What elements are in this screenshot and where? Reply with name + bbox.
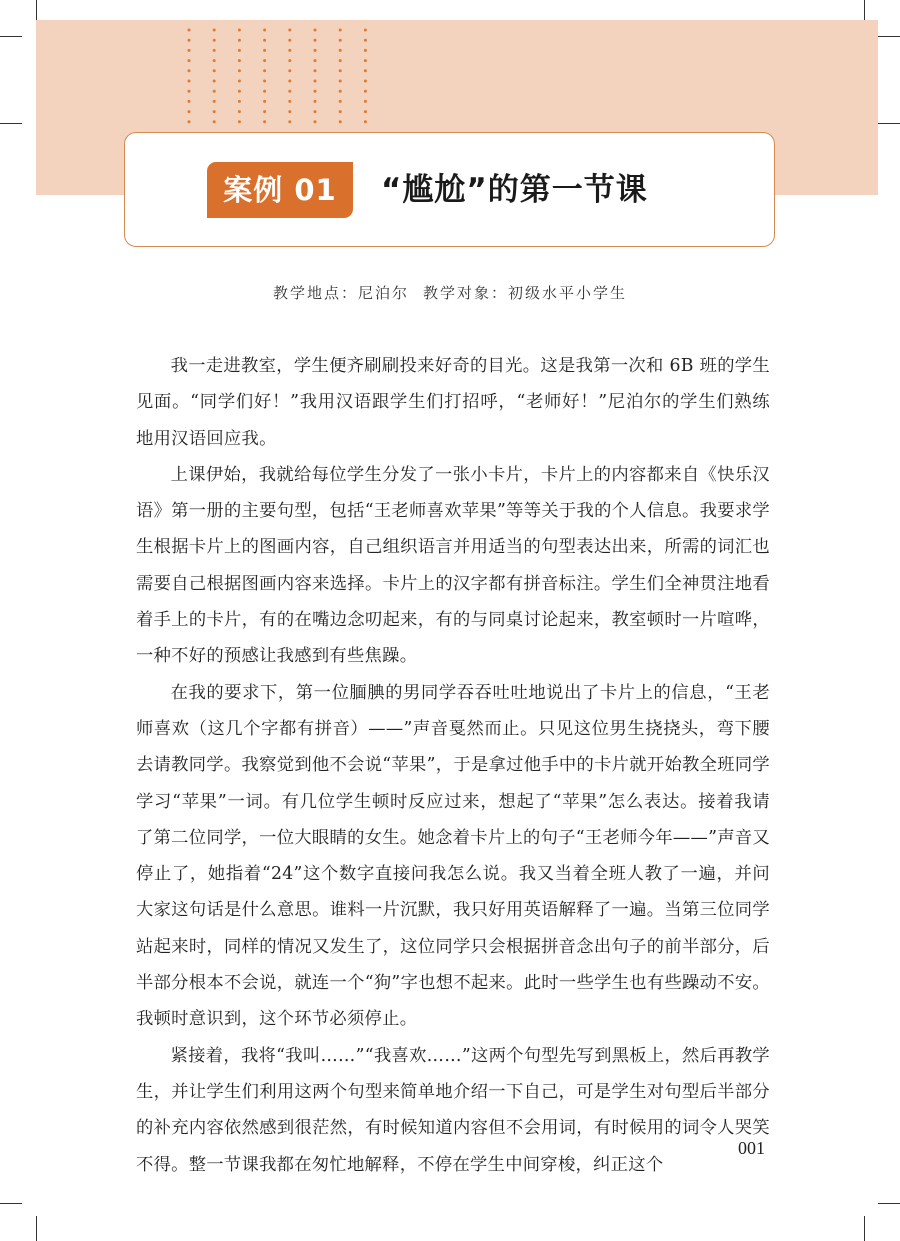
decor-dot — [238, 59, 241, 62]
decor-dot — [238, 90, 241, 93]
decor-dot — [288, 29, 291, 32]
decor-dot — [364, 80, 367, 83]
decor-dot — [314, 120, 317, 123]
decor-dot — [188, 49, 191, 52]
decor-dot — [314, 29, 317, 32]
decor-dot — [314, 69, 317, 72]
decor-dot — [213, 29, 216, 32]
decor-dot — [339, 69, 342, 72]
decor-dot — [238, 29, 241, 32]
decor-dot — [213, 120, 216, 123]
decor-dot — [263, 90, 266, 93]
decor-dot — [288, 59, 291, 62]
decor-dot — [263, 39, 266, 42]
crop-mark — [878, 1203, 900, 1204]
decor-dot — [263, 100, 266, 103]
teaching-audience: 教学对象：初级水平小学生 — [423, 284, 628, 302]
decor-dot — [288, 80, 291, 83]
decor-dot — [288, 49, 291, 52]
decor-dot — [364, 90, 367, 93]
decor-dot — [213, 110, 216, 113]
decor-dot — [364, 120, 367, 123]
decor-dot — [238, 39, 241, 42]
decor-dot — [263, 49, 266, 52]
decor-dot — [314, 100, 317, 103]
decor-dot — [188, 59, 191, 62]
page-number: 001 — [738, 1138, 765, 1158]
decor-dot — [314, 110, 317, 113]
decor-dot — [263, 69, 266, 72]
decor-dot — [364, 39, 367, 42]
teaching-location: 教学地点：尼泊尔 — [272, 284, 409, 302]
paragraph: 紧接着，我将“我叫……”“我喜欢……”这两个句型先写到黑板上，然后再教学生，并让学生们利用这两个句型来简单地介绍一下自己，可是学生对句型后半部分的补充内容依然感到很茫然，有时候知道内容但不会用词，有时候用的词令人哭笑不得。整一节课我都在匆忙地解释，不停在学生中间穿梭，纠正这个 — [136, 1045, 770, 1175]
decor-dot — [364, 59, 367, 62]
decor-dot — [213, 69, 216, 72]
decor-dot — [213, 90, 216, 93]
dot-grid-decoration — [0, 0, 900, 140]
decor-dot — [188, 69, 191, 72]
decor-dot — [263, 110, 266, 113]
paragraph: 上课伊始，我就给每位学生分发了一张小卡片，卡片上的内容都来自《快乐汉语》第一册的主要句型，包括“王老师喜欢苹果”等等关于我的个人信息。我要求学生根据卡片上的图画内容，自己组织语言并用适当的句型表达出来，所需的词汇也需要自己根据图画内容来选择。卡片上的汉字都有拼音标注。学生们全神贯注地看着手上的卡片，有的在嘴边念叨起来，有的与同桌讨论起来，教室顿时一片喧哗，一种不好的预感让我感到有些焦躁。 — [136, 464, 770, 667]
decor-dot — [213, 80, 216, 83]
decor-dot — [339, 80, 342, 83]
paragraph: 我一走进教室，学生便齐刷刷投来好奇的目光。这是我第一次和 6B 班的学生见面。“同学们好！”我用汉语跟学生们打招呼，“老师好！”尼泊尔的学生们熟练地用汉语回应我。 — [136, 356, 770, 449]
decor-dot — [188, 39, 191, 42]
decor-dot — [314, 39, 317, 42]
paragraph: 在我的要求下，第一位腼腆的男同学吞吞吐吐地说出了卡片上的信息，“王老师喜欢（这几个字都有拼音）——”声音戛然而止。只见这位男生挠挠头，弯下腰去请教同学。我察觉到他不会说“苹果”，于是拿过他手中的卡片就开始教全班同学学习“苹果”一词。有几位学生顿时反应过来，想起了“苹果”怎么表达。接着我请了第二位同学，一位大眼睛的女生。她念着卡片上的句子“王老师今年——”声音又停止了，她指着“24”这个数字直接问我怎么说。我又当着全班人教了一遍，并问大家这句话是什么意思。谁料一片沉默，我只好用英语解释了一遍。当第三位同学站起来时，同样的情况又发生了，这位同学只会根据拼音念出句子的前半部分，后半部分根本不会说，就连一个“狗”字也想不起来。此时一些学生也有些躁动不安。我顿时意识到，这个环节必须停止。 — [136, 682, 770, 1030]
decor-dot — [238, 69, 241, 72]
decor-dot — [288, 110, 291, 113]
decor-dot — [339, 120, 342, 123]
decor-dot — [339, 29, 342, 32]
decor-dot — [288, 120, 291, 123]
decor-dot — [263, 59, 266, 62]
decor-dot — [288, 39, 291, 42]
decor-dot — [314, 80, 317, 83]
decor-dot — [288, 69, 291, 72]
case-number-badge: 案例 01 — [207, 162, 353, 218]
decor-dot — [288, 100, 291, 103]
decor-dot — [314, 49, 317, 52]
decor-dot — [188, 80, 191, 83]
decor-dot — [339, 100, 342, 103]
crop-mark — [0, 1203, 22, 1204]
case-title: “尴尬”的第一节课 — [381, 172, 648, 208]
decor-dot — [364, 69, 367, 72]
decor-dot — [238, 49, 241, 52]
decor-dot — [238, 110, 241, 113]
decor-dot — [314, 90, 317, 93]
decor-dot — [364, 100, 367, 103]
decor-dot — [238, 120, 241, 123]
decor-dot — [288, 90, 291, 93]
decor-dot — [188, 100, 191, 103]
decor-dot — [339, 90, 342, 93]
decor-dot — [263, 120, 266, 123]
crop-mark — [36, 1216, 37, 1241]
decor-dot — [364, 110, 367, 113]
decor-dot — [339, 110, 342, 113]
decor-dot — [213, 49, 216, 52]
teaching-info — [0, 282, 900, 303]
decor-dot — [213, 39, 216, 42]
decor-dot — [238, 100, 241, 103]
decor-dot — [339, 39, 342, 42]
crop-mark — [864, 1216, 865, 1241]
title-card — [124, 132, 775, 247]
decor-dot — [263, 80, 266, 83]
decor-dot — [188, 29, 191, 32]
decor-dot — [188, 90, 191, 93]
decor-dot — [364, 29, 367, 32]
decor-dot — [364, 49, 367, 52]
body-text — [136, 348, 770, 1183]
decor-dot — [213, 100, 216, 103]
decor-dot — [339, 59, 342, 62]
decor-dot — [339, 49, 342, 52]
decor-dot — [213, 59, 216, 62]
decor-dot — [263, 29, 266, 32]
decor-dot — [314, 59, 317, 62]
decor-dot — [188, 120, 191, 123]
decor-dot — [238, 80, 241, 83]
decor-dot — [188, 110, 191, 113]
